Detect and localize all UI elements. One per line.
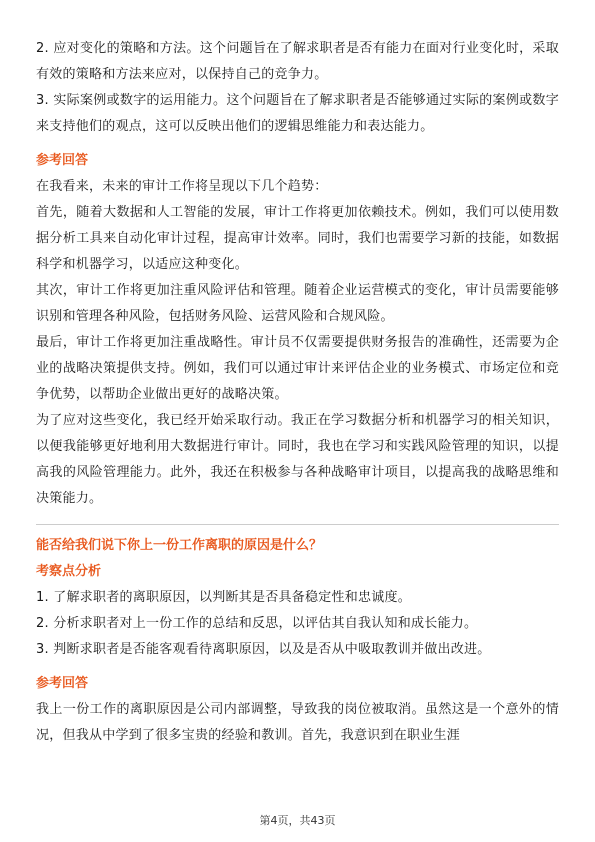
page-content — [36, 36, 559, 749]
top-item-3: 3. 实际案例或数字的运用能力。这个问题旨在了解求职者是否能够通过实际的案例或数字来支持他们的观点，这可以反映出他们的逻辑思维能力和表达能力。 — [36, 93, 559, 134]
answer-heading-2: 参考回答 — [36, 676, 89, 691]
analysis-item: 2. 分析求职者对上一份工作的总结和反思，以评估其自我认知和成长能力。 — [36, 616, 478, 631]
answer-paragraph: 为了应对这些变化，我已经开始采取行动。我正在学习数据分析和机器学习的相关知识，以便我能够更好地利用大数据进行审计。同时，我也在学习和实践风险管理的知识，以提高我的风险管理能力。此外，我还在积极参与各种战略审计项目，以提高我的战略思维和决策能力。 — [36, 413, 559, 506]
answer-paragraph: 最后，审计工作将更加注重战略性。审计员不仅需要提供财务报告的准确性，还需要为企业的战略决策提供支持。例如，我们可以通过审计来评估企业的业务模式、市场定位和竞争优势，以帮助企业做出更好的战略决策。 — [36, 335, 559, 402]
top-item-2: 2. 应对变化的策略和方法。这个问题旨在了解求职者是否有能力在面对行业变化时，采取有效的策略和方法来应对，以保持自己的竞争力。 — [36, 41, 559, 82]
analysis-item: 1. 了解求职者的离职原因，以判断其是否具备稳定性和忠诚度。 — [36, 590, 412, 605]
question-title: 能否给我们说下你上一份工作离职的原因是什么？ — [36, 538, 323, 553]
analysis-heading: 考察点分析 — [36, 564, 102, 579]
analysis-item: 3. 判断求职者是否能客观看待离职原因，以及是否从中吸取教训并做出改进。 — [36, 642, 491, 657]
answer-paragraph: 在我看来，未来的审计工作将呈现以下几个趋势： — [36, 179, 328, 194]
answer-paragraph: 其次，审计工作将更加注重风险评估和管理。随着企业运营模式的变化，审计员需要能够识别和管理各种风险，包括财务风险、运营风险和合规风险。 — [36, 283, 559, 324]
answer-paragraph-2: 我上一份工作的离职原因是公司内部调整，导致我的岗位被取消。虽然这是一个意外的情况，但我从中学到了很多宝贵的经验和教训。首先，我意识到在职业生涯 — [36, 702, 559, 743]
answer-heading: 参考回答 — [36, 153, 89, 168]
answer-paragraph: 首先，随着大数据和人工智能的发展，审计工作将更加依赖技术。例如，我们可以使用数据分析工具来自动化审计过程，提高审计效率。同时，我们也需要学习新的技能，如数据科学和机器学习，以适应这种变化。 — [36, 205, 559, 272]
page-number: 第4页，共43页 — [259, 814, 336, 827]
section-divider — [36, 524, 559, 525]
